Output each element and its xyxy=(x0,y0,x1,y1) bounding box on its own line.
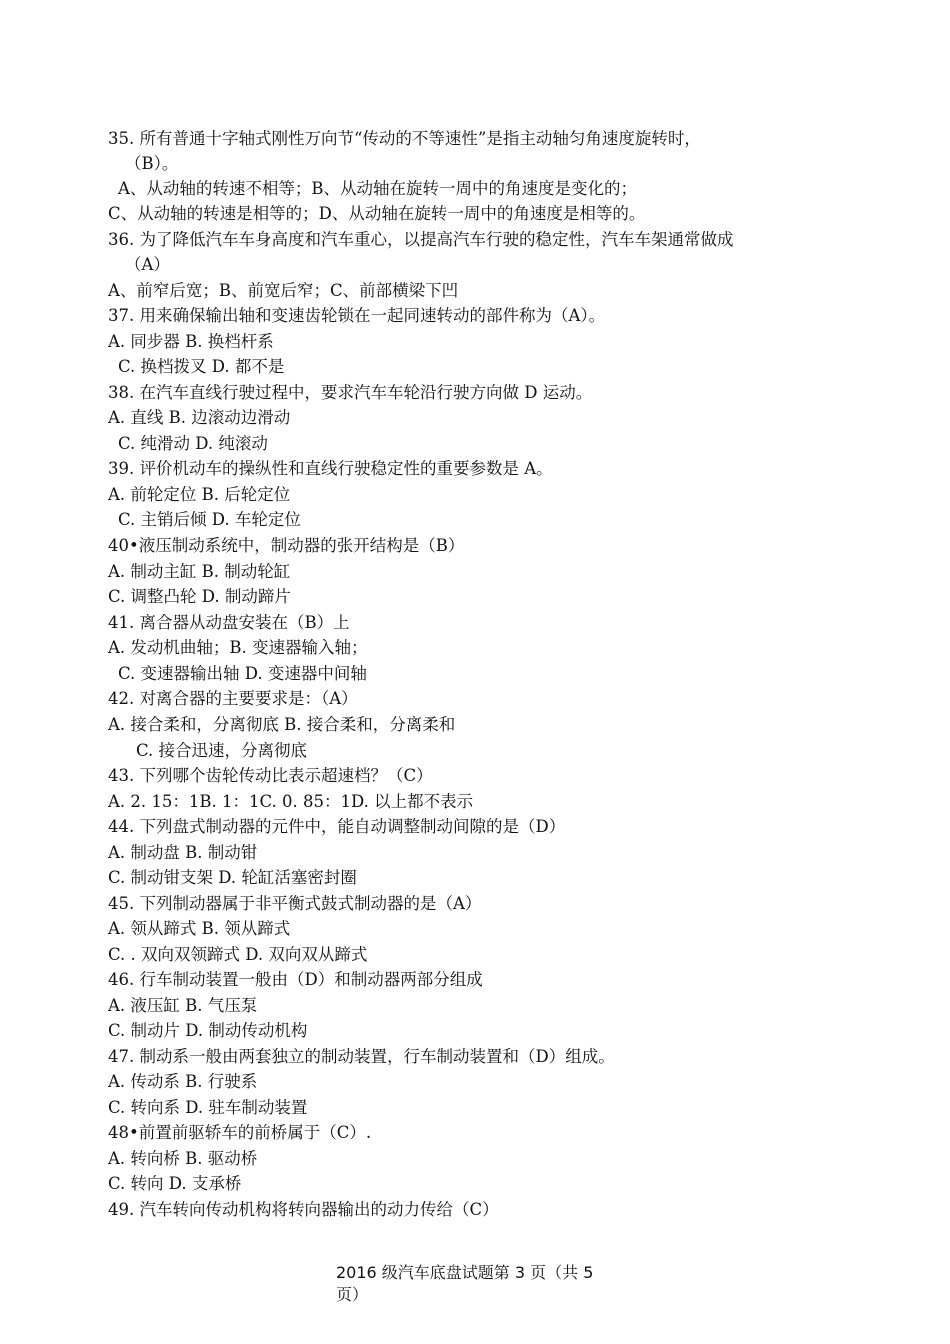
text-line: A. 2. 15：1B. 1：1C. 0. 85：1D. 以上都不表示 xyxy=(108,792,474,811)
text-line: C. 制动钳支架 D. 轮缸活塞密封圈 xyxy=(108,868,357,887)
text-line: 46. 行车制动装置一般由（D）和制动器两部分组成 xyxy=(108,970,483,989)
text-line: A. 直线 B. 边滚动边滑动 xyxy=(108,408,291,427)
text-line: C. 主销后倾 D. 车轮定位 xyxy=(118,510,301,529)
text-line: A. 领从蹄式 B. 领从蹄式 xyxy=(108,919,291,938)
text-line: C、从动轴的转速是相等的；D、从动轴在旋转一周中的角速度是相等的。 xyxy=(108,204,646,223)
text-line: C. 制动片 D. 制动传动机构 xyxy=(108,1021,308,1040)
text-line: A. 同步器 B. 换档杆系 xyxy=(108,332,274,351)
text-line: A. 制动主缸 B. 制动轮缸 xyxy=(108,562,291,581)
text-line: C. 接合迅速，分离彻底 xyxy=(136,741,308,760)
text-line: A. 液压缸 B. 气压泵 xyxy=(108,996,258,1015)
text-line: 49. 汽车转向传动机构将转向器输出的动力传给（C） xyxy=(108,1200,499,1219)
text-line: A. 转向桥 B. 驱动桥 xyxy=(108,1149,258,1168)
text-line: 47. 制动系一般由两套独立的制动装置，行车制动装置和（D）组成。 xyxy=(108,1047,615,1066)
text-line: A. 接合柔和，分离彻底 B. 接合柔和，分离柔和 xyxy=(108,715,456,734)
text-line: 45. 下列制动器属于非平衡式鼓式制动器的是（A） xyxy=(108,894,482,913)
text-line: 39. 评价机动车的操纵性和直线行驶稳定性的重要参数是 A。 xyxy=(108,459,553,478)
text-line: 44. 下列盘式制动器的元件中，能自动调整制动间隙的是（D） xyxy=(108,817,566,836)
text-line: A. 前轮定位 B. 后轮定位 xyxy=(108,485,291,504)
text-line: 42. 对离合器的主要要求是：（A） xyxy=(108,689,358,708)
text-line: C. 换档拨叉 D. 都不是 xyxy=(118,357,285,376)
text-line: 41. 离合器从动盘安装在（B）上 xyxy=(108,613,350,632)
text-line: C. 转向系 D. 驻车制动装置 xyxy=(108,1098,308,1117)
text-line: 43. 下列哪个齿轮传动比表示超速档？（C） xyxy=(108,766,433,785)
text-line: 36. 为了降低汽车车身高度和汽车重心，以提高汽车行驶的稳定性，汽车车架通常做成 xyxy=(108,230,734,249)
text-line: （A） xyxy=(125,255,170,274)
text-line: A. 制动盘 B. 制动钳 xyxy=(108,843,258,862)
text-line: A、从动轴的转速不相等；B、从动轴在旋转一周中的角速度是变化的； xyxy=(118,179,638,198)
footer-line-1: 2016 级汽车底盘试题第 3 页（共 5 xyxy=(336,1263,594,1282)
text-line: A. 传动系 B. 行驶系 xyxy=(108,1072,258,1091)
text-line: 37. 用来确保输出轴和变速齿轮锁在一起同速转动的部件称为（A）。 xyxy=(108,306,606,325)
text-line: C. 调整凸轮 D. 制动蹄片 xyxy=(108,587,291,606)
text-line: C. 纯滑动 D. 纯滚动 xyxy=(118,434,268,453)
text-line: 48•前置前驱轿车的前桥属于（C）. xyxy=(108,1123,372,1142)
text-line: 38. 在汽车直线行驶过程中，要求汽车车轮沿行驶方向做 D 运动。 xyxy=(108,383,593,402)
text-line: A. 发动机曲轴；B. 变速器输入轴； xyxy=(108,638,368,657)
page-footer xyxy=(336,1262,593,1306)
text-line: 35. 所有普通十字轴式刚性万向节“传动的不等速性”是指主动轴匀角速度旋转时， xyxy=(108,129,701,148)
text-line: （B）。 xyxy=(125,154,179,173)
text-line: C. . 双向双领蹄式 D. 双向双从蹄式 xyxy=(108,945,368,964)
text-line: 40•液压制动系统中，制动器的张开结构是（B） xyxy=(108,536,465,555)
footer-line-2: 页） xyxy=(336,1285,369,1304)
text-line: C. 转向 D. 支承桥 xyxy=(108,1174,242,1193)
text-line: C. 变速器输出轴 D. 变速器中间轴 xyxy=(118,664,367,683)
text-line: A、前窄后宽；B、前宽后窄；C、前部横梁下凹 xyxy=(108,281,459,300)
